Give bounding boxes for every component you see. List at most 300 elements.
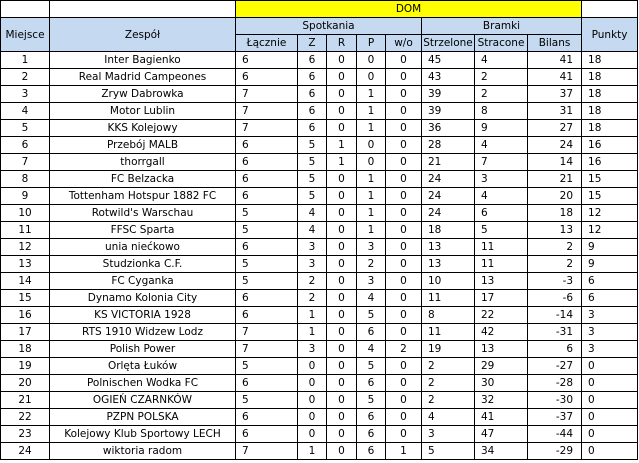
team-cell: Inter Bagienko — [50, 52, 236, 69]
table-row — [1, 443, 638, 460]
place-cell: 16 — [1, 307, 50, 324]
conceded-cell: 9 — [475, 120, 528, 137]
walkovers-cell: 0 — [386, 409, 422, 426]
points-cell: 6 — [582, 273, 638, 290]
team-cell: FC Cyganka — [50, 273, 236, 290]
scored-cell: 24 — [422, 205, 475, 222]
table-row — [1, 341, 638, 358]
scored-cell: 5 — [422, 443, 475, 460]
points-cell: 16 — [582, 137, 638, 154]
losses-cell: 1 — [357, 103, 386, 120]
team-cell: Zryw Dabrowka — [50, 86, 236, 103]
team-cell: Orlęta Łuków — [50, 358, 236, 375]
conceded-cell: 4 — [475, 52, 528, 69]
balance-cell: 18 — [528, 205, 582, 222]
draws-cell: 0 — [327, 392, 357, 409]
team-cell: Dynamo Kolonia City — [50, 290, 236, 307]
place-cell: 5 — [1, 120, 50, 137]
total-cell: 6 — [236, 137, 298, 154]
header-wins: Z — [298, 35, 327, 52]
scored-cell: 2 — [422, 375, 475, 392]
balance-cell: -37 — [528, 409, 582, 426]
points-cell: 0 — [582, 358, 638, 375]
draws-cell: 0 — [327, 375, 357, 392]
points-cell: 3 — [582, 324, 638, 341]
walkovers-cell: 0 — [386, 222, 422, 239]
conceded-cell: 29 — [475, 358, 528, 375]
draws-cell: 0 — [327, 52, 357, 69]
table-row — [1, 290, 638, 307]
losses-cell: 6 — [357, 324, 386, 341]
draws-cell: 1 — [327, 137, 357, 154]
balance-cell: 24 — [528, 137, 582, 154]
walkovers-cell: 0 — [386, 290, 422, 307]
draws-cell: 0 — [327, 222, 357, 239]
total-cell: 5 — [236, 358, 298, 375]
points-cell: 15 — [582, 171, 638, 188]
team-cell: KS VICTORIA 1928 — [50, 307, 236, 324]
wins-cell: 1 — [298, 324, 327, 341]
total-cell: 5 — [236, 205, 298, 222]
conceded-cell: 4 — [475, 137, 528, 154]
team-cell: Przebój MALB — [50, 137, 236, 154]
place-cell: 3 — [1, 86, 50, 103]
place-cell: 8 — [1, 171, 50, 188]
place-cell: 1 — [1, 52, 50, 69]
balance-cell: 37 — [528, 86, 582, 103]
walkovers-cell: 0 — [386, 137, 422, 154]
table-row — [1, 205, 638, 222]
scored-cell: 39 — [422, 103, 475, 120]
conceded-cell: 2 — [475, 69, 528, 86]
team-cell: Motor Lublin — [50, 103, 236, 120]
walkovers-cell: 0 — [386, 426, 422, 443]
balance-cell: -6 — [528, 290, 582, 307]
team-cell: Kolejowy Klub Sportowy LECH — [50, 426, 236, 443]
losses-cell: 0 — [357, 154, 386, 171]
losses-cell: 0 — [357, 52, 386, 69]
conceded-cell: 42 — [475, 324, 528, 341]
team-cell: KKS Kolejowy — [50, 120, 236, 137]
place-cell: 17 — [1, 324, 50, 341]
table-row — [1, 375, 638, 392]
conceded-cell: 32 — [475, 392, 528, 409]
total-cell: 6 — [236, 239, 298, 256]
walkovers-cell: 0 — [386, 392, 422, 409]
place-cell: 24 — [1, 443, 50, 460]
balance-cell: -14 — [528, 307, 582, 324]
scored-cell: 28 — [422, 137, 475, 154]
conceded-cell: 5 — [475, 222, 528, 239]
table-row — [1, 307, 638, 324]
scored-cell: 2 — [422, 358, 475, 375]
conceded-cell: 41 — [475, 409, 528, 426]
total-cell: 7 — [236, 324, 298, 341]
header-losses: P — [357, 35, 386, 52]
draws-cell: 0 — [327, 341, 357, 358]
header-points: Punkty — [582, 18, 638, 52]
total-cell: 5 — [236, 222, 298, 239]
losses-cell: 3 — [357, 239, 386, 256]
losses-cell: 1 — [357, 188, 386, 205]
total-cell: 6 — [236, 188, 298, 205]
group-header-row — [1, 18, 638, 35]
scored-cell: 21 — [422, 154, 475, 171]
place-cell: 18 — [1, 341, 50, 358]
wins-cell: 0 — [298, 409, 327, 426]
total-cell: 6 — [236, 69, 298, 86]
table-title: DOM — [236, 1, 582, 18]
balance-cell: -3 — [528, 273, 582, 290]
losses-cell: 0 — [357, 69, 386, 86]
total-cell: 7 — [236, 103, 298, 120]
draws-cell: 0 — [327, 358, 357, 375]
team-cell: Tottenham Hotspur 1882 FC — [50, 188, 236, 205]
balance-cell: -31 — [528, 324, 582, 341]
place-cell: 13 — [1, 256, 50, 273]
draws-cell: 0 — [327, 103, 357, 120]
draws-cell: 0 — [327, 69, 357, 86]
conceded-cell: 34 — [475, 443, 528, 460]
draws-cell: 0 — [327, 409, 357, 426]
wins-cell: 3 — [298, 256, 327, 273]
table-row — [1, 69, 638, 86]
wins-cell: 5 — [298, 137, 327, 154]
total-cell: 7 — [236, 443, 298, 460]
team-cell: Real Madrid Campeones — [50, 69, 236, 86]
walkovers-cell: 0 — [386, 86, 422, 103]
place-cell: 6 — [1, 137, 50, 154]
wins-cell: 5 — [298, 154, 327, 171]
wins-cell: 6 — [298, 52, 327, 69]
conceded-cell: 47 — [475, 426, 528, 443]
draws-cell: 0 — [327, 86, 357, 103]
table-row — [1, 188, 638, 205]
points-cell: 9 — [582, 239, 638, 256]
table-row — [1, 154, 638, 171]
walkovers-cell: 0 — [386, 358, 422, 375]
total-cell: 6 — [236, 290, 298, 307]
balance-cell: -28 — [528, 375, 582, 392]
balance-cell: 14 — [528, 154, 582, 171]
scored-cell: 24 — [422, 188, 475, 205]
losses-cell: 6 — [357, 443, 386, 460]
header-draws: R — [327, 35, 357, 52]
walkovers-cell: 0 — [386, 120, 422, 137]
walkovers-cell: 0 — [386, 239, 422, 256]
wins-cell: 0 — [298, 358, 327, 375]
total-cell: 6 — [236, 426, 298, 443]
header-goals: Bramki — [422, 18, 582, 35]
losses-cell: 6 — [357, 375, 386, 392]
place-cell: 11 — [1, 222, 50, 239]
table-row — [1, 358, 638, 375]
table-row — [1, 171, 638, 188]
walkovers-cell: 0 — [386, 205, 422, 222]
wins-cell: 6 — [298, 103, 327, 120]
points-cell: 18 — [582, 69, 638, 86]
header-total: Łącznie — [236, 35, 298, 52]
header-place: Miejsce — [1, 18, 50, 52]
total-cell: 6 — [236, 171, 298, 188]
place-cell: 14 — [1, 273, 50, 290]
losses-cell: 6 — [357, 426, 386, 443]
team-cell: RTS 1910 Widzew Lodz — [50, 324, 236, 341]
team-cell: FC Belzacka — [50, 171, 236, 188]
losses-cell: 4 — [357, 341, 386, 358]
draws-cell: 0 — [327, 426, 357, 443]
table-row — [1, 137, 638, 154]
draws-cell: 1 — [327, 154, 357, 171]
points-cell: 3 — [582, 341, 638, 358]
walkovers-cell: 0 — [386, 188, 422, 205]
conceded-cell: 2 — [475, 86, 528, 103]
team-cell: thorrgall — [50, 154, 236, 171]
walkovers-cell: 0 — [386, 375, 422, 392]
wins-cell: 1 — [298, 307, 327, 324]
draws-cell: 0 — [327, 171, 357, 188]
losses-cell: 5 — [357, 358, 386, 375]
points-cell: 18 — [582, 120, 638, 137]
total-cell: 7 — [236, 341, 298, 358]
scored-cell: 39 — [422, 86, 475, 103]
points-cell: 18 — [582, 103, 638, 120]
balance-cell: 2 — [528, 239, 582, 256]
team-cell: unia niećkowo — [50, 239, 236, 256]
points-cell: 3 — [582, 307, 638, 324]
conceded-cell: 6 — [475, 205, 528, 222]
wins-cell: 5 — [298, 188, 327, 205]
balance-cell: -30 — [528, 392, 582, 409]
conceded-cell: 22 — [475, 307, 528, 324]
balance-cell: 21 — [528, 171, 582, 188]
wins-cell: 5 — [298, 171, 327, 188]
draws-cell: 0 — [327, 239, 357, 256]
conceded-cell: 13 — [475, 273, 528, 290]
losses-cell: 1 — [357, 205, 386, 222]
place-cell: 20 — [1, 375, 50, 392]
table-row — [1, 222, 638, 239]
balance-cell: 41 — [528, 69, 582, 86]
walkovers-cell: 0 — [386, 154, 422, 171]
scored-cell: 2 — [422, 392, 475, 409]
wins-cell: 0 — [298, 375, 327, 392]
draws-cell: 0 — [327, 256, 357, 273]
place-cell: 21 — [1, 392, 50, 409]
table-row — [1, 86, 638, 103]
header-conceded: Stracone — [475, 35, 528, 52]
scored-cell: 13 — [422, 239, 475, 256]
place-cell: 9 — [1, 188, 50, 205]
place-cell: 4 — [1, 103, 50, 120]
table-row — [1, 409, 638, 426]
total-cell: 5 — [236, 256, 298, 273]
place-cell: 2 — [1, 69, 50, 86]
table-row — [1, 103, 638, 120]
header-walkovers: w/o — [386, 35, 422, 52]
balance-cell: 20 — [528, 188, 582, 205]
scored-cell: 10 — [422, 273, 475, 290]
header-matches: Spotkania — [236, 18, 422, 35]
losses-cell: 5 — [357, 392, 386, 409]
walkovers-cell: 0 — [386, 307, 422, 324]
losses-cell: 0 — [357, 137, 386, 154]
losses-cell: 3 — [357, 273, 386, 290]
table-body — [1, 52, 638, 460]
balance-cell: -27 — [528, 358, 582, 375]
total-cell: 5 — [236, 273, 298, 290]
team-cell: Polish Power — [50, 341, 236, 358]
balance-cell: -29 — [528, 443, 582, 460]
wins-cell: 1 — [298, 443, 327, 460]
total-cell: 7 — [236, 86, 298, 103]
scored-cell: 18 — [422, 222, 475, 239]
scored-cell: 19 — [422, 341, 475, 358]
scored-cell: 11 — [422, 290, 475, 307]
wins-cell: 6 — [298, 120, 327, 137]
team-cell: Rotwild's Warschau — [50, 205, 236, 222]
scored-cell: 11 — [422, 324, 475, 341]
points-cell: 0 — [582, 443, 638, 460]
place-cell: 12 — [1, 239, 50, 256]
points-cell: 18 — [582, 86, 638, 103]
losses-cell: 5 — [357, 307, 386, 324]
losses-cell: 6 — [357, 409, 386, 426]
draws-cell: 0 — [327, 205, 357, 222]
points-cell: 6 — [582, 290, 638, 307]
draws-cell: 0 — [327, 273, 357, 290]
draws-cell: 0 — [327, 324, 357, 341]
wins-cell: 6 — [298, 86, 327, 103]
walkovers-cell: 0 — [386, 69, 422, 86]
points-cell: 0 — [582, 426, 638, 443]
wins-cell: 3 — [298, 341, 327, 358]
losses-cell: 1 — [357, 222, 386, 239]
conceded-cell: 11 — [475, 239, 528, 256]
team-cell: wiktoria radom — [50, 443, 236, 460]
points-cell: 12 — [582, 205, 638, 222]
conceded-cell: 4 — [475, 188, 528, 205]
points-cell: 12 — [582, 222, 638, 239]
scored-cell: 45 — [422, 52, 475, 69]
table-row — [1, 120, 638, 137]
place-cell: 7 — [1, 154, 50, 171]
walkovers-cell: 0 — [386, 324, 422, 341]
draws-cell: 0 — [327, 443, 357, 460]
total-cell: 5 — [236, 392, 298, 409]
walkovers-cell: 0 — [386, 273, 422, 290]
place-cell: 23 — [1, 426, 50, 443]
losses-cell: 1 — [357, 171, 386, 188]
total-cell: 6 — [236, 307, 298, 324]
points-cell: 16 — [582, 154, 638, 171]
conceded-cell: 11 — [475, 256, 528, 273]
place-cell: 15 — [1, 290, 50, 307]
draws-cell: 0 — [327, 120, 357, 137]
scored-cell: 13 — [422, 256, 475, 273]
scored-cell: 8 — [422, 307, 475, 324]
losses-cell: 2 — [357, 256, 386, 273]
balance-cell: 31 — [528, 103, 582, 120]
total-cell: 6 — [236, 375, 298, 392]
points-cell: 9 — [582, 256, 638, 273]
walkovers-cell: 0 — [386, 52, 422, 69]
place-cell: 22 — [1, 409, 50, 426]
conceded-cell: 7 — [475, 154, 528, 171]
place-cell: 10 — [1, 205, 50, 222]
draws-cell: 0 — [327, 290, 357, 307]
losses-cell: 1 — [357, 86, 386, 103]
total-cell: 6 — [236, 154, 298, 171]
table-row — [1, 273, 638, 290]
table-row — [1, 426, 638, 443]
balance-cell: 2 — [528, 256, 582, 273]
losses-cell: 4 — [357, 290, 386, 307]
team-cell: Studzionka C.F. — [50, 256, 236, 273]
table-row — [1, 392, 638, 409]
points-cell: 15 — [582, 188, 638, 205]
table-row — [1, 52, 638, 69]
total-cell: 6 — [236, 409, 298, 426]
wins-cell: 0 — [298, 426, 327, 443]
conceded-cell: 13 — [475, 341, 528, 358]
table-row — [1, 239, 638, 256]
points-cell: 18 — [582, 52, 638, 69]
wins-cell: 4 — [298, 222, 327, 239]
draws-cell: 0 — [327, 307, 357, 324]
conceded-cell: 3 — [475, 171, 528, 188]
scored-cell: 4 — [422, 409, 475, 426]
conceded-cell: 8 — [475, 103, 528, 120]
balance-cell: 13 — [528, 222, 582, 239]
total-cell: 7 — [236, 120, 298, 137]
walkovers-cell: 1 — [386, 443, 422, 460]
table-row — [1, 324, 638, 341]
team-cell: FFSC Sparta — [50, 222, 236, 239]
wins-cell: 2 — [298, 290, 327, 307]
balance-cell: 27 — [528, 120, 582, 137]
walkovers-cell: 0 — [386, 171, 422, 188]
draws-cell: 0 — [327, 188, 357, 205]
header-team: Zespół — [50, 18, 236, 52]
wins-cell: 0 — [298, 392, 327, 409]
scored-cell: 43 — [422, 69, 475, 86]
total-cell: 6 — [236, 52, 298, 69]
wins-cell: 2 — [298, 273, 327, 290]
table-row — [1, 256, 638, 273]
title-row — [1, 1, 638, 18]
losses-cell: 1 — [357, 120, 386, 137]
team-cell: PZPN POLSKA — [50, 409, 236, 426]
wins-cell: 6 — [298, 69, 327, 86]
wins-cell: 3 — [298, 239, 327, 256]
scored-cell: 36 — [422, 120, 475, 137]
balance-cell: 6 — [528, 341, 582, 358]
scored-cell: 24 — [422, 171, 475, 188]
place-cell: 19 — [1, 358, 50, 375]
walkovers-cell: 2 — [386, 341, 422, 358]
wins-cell: 4 — [298, 205, 327, 222]
conceded-cell: 30 — [475, 375, 528, 392]
conceded-cell: 17 — [475, 290, 528, 307]
balance-cell: -44 — [528, 426, 582, 443]
team-cell: OGIEŃ CZARNKÓW — [50, 392, 236, 409]
scored-cell: 3 — [422, 426, 475, 443]
header-scored: Strzelone — [422, 35, 475, 52]
points-cell: 0 — [582, 375, 638, 392]
points-cell: 0 — [582, 392, 638, 409]
balance-cell: 41 — [528, 52, 582, 69]
